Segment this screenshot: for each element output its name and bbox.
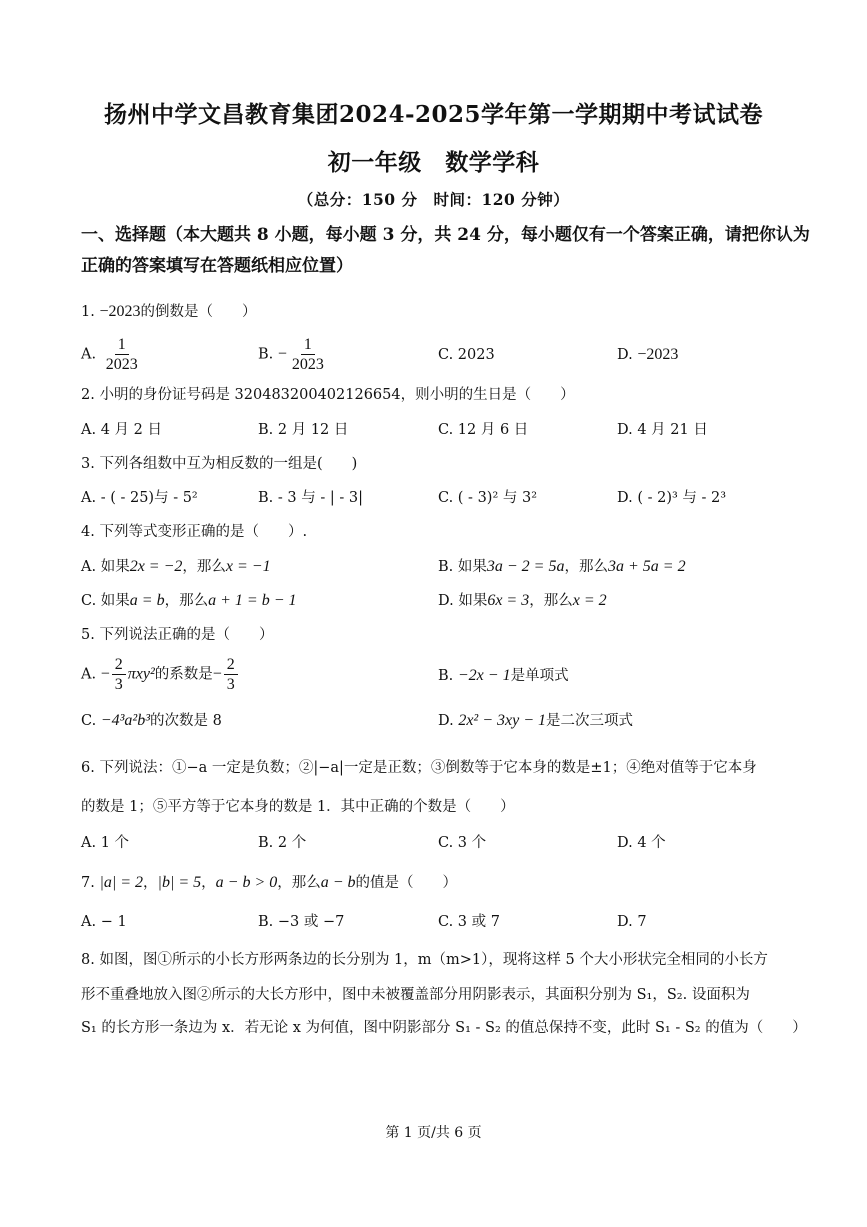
exam-title: 扬州中学文昌教育集团2024-2025学年第一学期期中考试试卷 <box>103 101 764 128</box>
option-d: D. 4 个 <box>617 835 666 851</box>
option-c: C. 2023 <box>438 347 495 363</box>
math-expression: x = 2 <box>572 592 607 609</box>
minus-sign: − <box>100 665 110 683</box>
question-8-line-1: 8. 如图，图①所示的小长方形两条边的长分别为 1，m（m>1），现将这样 5 个大小形状完全相同的小长方 <box>81 952 768 968</box>
option-c <box>81 591 296 611</box>
option-c: C. 3 或 7 <box>438 914 500 930</box>
option-text: 的次数是 8 <box>149 713 222 729</box>
option-label: A. <box>81 346 97 363</box>
option-d: D. ( - 2)³ 与 - 2³ <box>617 490 727 506</box>
exam-info: （总分：150 分 时间：120 分钟） <box>297 190 570 209</box>
option-label: B. <box>438 668 454 684</box>
math-expression: 2x = −2 <box>129 558 183 575</box>
option-a: A. 4 月 2 日 <box>81 422 162 438</box>
math-expression: −4³a²b³ <box>100 712 150 729</box>
question-8-line-2: 形不重叠地放入图②所示的大长方形中，图中未被覆盖部分用阴影表示，其面积分别为 S₁，S₂. 设面积为 <box>81 987 750 1003</box>
math-expression: 2x² − 3xy − 1 <box>458 712 547 729</box>
separator: ， <box>201 875 216 891</box>
option-text: ，那么 <box>564 559 608 575</box>
section-heading: 一、选择题（本大题共 8 小题，每小题 3 分，共 24 分，每小题仅有一个答案正确，请把你认为正确的答案填写在答题纸相应位置） <box>81 225 810 276</box>
option-text: D. 如果 <box>438 593 488 609</box>
question-1 <box>81 302 256 322</box>
math-expression: −2023 <box>637 346 679 363</box>
option-a <box>81 655 240 694</box>
math-expression: −2x − 1 <box>457 667 511 684</box>
option-a <box>81 557 271 577</box>
option-a: A. − 1 <box>81 914 127 930</box>
option-d <box>438 711 633 731</box>
option-d <box>617 345 678 365</box>
denominator: 2023 <box>291 356 324 373</box>
separator: ， <box>143 875 158 891</box>
math-expression: a = b <box>129 592 165 609</box>
math-expression: |b| = 5 <box>157 874 202 891</box>
question-3: 3. 下列各组数中互为相反数的一组是( ) <box>81 456 358 472</box>
question-6-line-2: 的数是 1；⑤平方等于它本身的数是 1．其中正确的个数是（ ） <box>81 799 515 815</box>
denominator: 3 <box>114 676 123 693</box>
question-4: 4. 下列等式变形正确的是（ ）. <box>81 524 308 540</box>
option-label: D. <box>438 713 454 729</box>
question-8-line-3: S₁ 的长方形一条边为 x．若无论 x 为何值，图中阴影部分 S₁ - S₂ 的值总保持不变，此时 S₁ - S₂ 的值为（ ） <box>81 1020 807 1036</box>
option-c: C. 3 个 <box>438 835 487 851</box>
math-expression: a + 1 = b − 1 <box>208 592 297 609</box>
numerator: 1 <box>301 335 315 355</box>
math-expression: −2023 <box>99 303 141 320</box>
option-text: ，那么 <box>164 593 209 609</box>
option-text: A. 如果 <box>81 559 130 575</box>
fraction <box>103 335 141 374</box>
math-expression: x = −1 <box>225 558 271 575</box>
option-a <box>81 335 143 374</box>
numerator: 2 <box>112 655 126 675</box>
denominator: 2023 <box>105 356 138 373</box>
option-d <box>438 591 607 611</box>
option-text: 是单项式 <box>510 668 569 684</box>
option-label: B. <box>258 346 274 363</box>
math-expression: a − b <box>320 874 356 891</box>
option-label: A. <box>81 666 97 683</box>
option-text: 的系数是 <box>154 666 213 683</box>
option-a: A. - ( - 25)与 - 5² <box>81 490 198 506</box>
option-c: C. ( - 3)² 与 3² <box>438 490 538 506</box>
math-expression: 3a + 5a = 2 <box>607 558 686 575</box>
math-expression: |a| = 2 <box>99 874 144 891</box>
question-text: ，那么 <box>277 875 321 891</box>
numerator: 1 <box>115 335 129 355</box>
option-b: B. −3 或 −7 <box>258 914 345 930</box>
option-d: D. 4 月 21 日 <box>617 422 708 438</box>
question-5: 5. 下列说法正确的是（ ） <box>81 627 274 643</box>
option-b: B. - 3 与 - | - 3| <box>258 490 363 506</box>
math-expression: 3a − 2 = 5a <box>486 558 565 575</box>
option-label: C. <box>81 713 97 729</box>
question-text: 的值是（ ） <box>355 875 458 891</box>
exam-subtitle: 初一年级 数学学科 <box>327 149 540 176</box>
option-text: C. 如果 <box>81 593 130 609</box>
option-c <box>81 711 222 731</box>
option-text: ，那么 <box>182 559 226 575</box>
option-label: D. <box>617 347 633 363</box>
minus-sign: − <box>277 345 287 363</box>
math-expression: 6x = 3 <box>487 592 530 609</box>
option-b <box>438 666 569 686</box>
option-text: B. 如果 <box>438 559 487 575</box>
question-6-line-1: 6. 下列说法：①−a 一定是负数；②|−a|一定是正数；③倒数等于它本身的数是±1；④绝对值等于它本身 <box>81 760 757 776</box>
page-footer: 第 1 页/共 6 页 <box>385 1125 482 1141</box>
question-2: 2. 小明的身份证号码是 320483200402126654，则小明的生日是（ ） <box>81 387 575 403</box>
denominator: 3 <box>226 676 235 693</box>
numerator: 2 <box>224 655 238 675</box>
option-b: B. 2 月 12 日 <box>258 422 349 438</box>
option-b <box>438 557 686 577</box>
question-number: 7. <box>81 875 95 891</box>
math-expression: πxy² <box>127 665 155 683</box>
fraction <box>112 655 126 694</box>
option-b: B. 2 个 <box>258 835 307 851</box>
option-text: 是二次三项式 <box>546 713 634 729</box>
option-d: D. 7 <box>617 914 647 930</box>
math-expression: a − b > 0 <box>215 874 278 891</box>
option-a: A. 1 个 <box>81 835 130 851</box>
minus-sign: − <box>212 665 222 683</box>
option-c: C. 12 月 6 日 <box>438 422 529 438</box>
question-7 <box>81 873 457 893</box>
option-b <box>258 335 329 374</box>
option-text: ，那么 <box>529 593 573 609</box>
question-text: 的倒数是（ ） <box>140 304 257 320</box>
fraction <box>224 655 238 694</box>
fraction <box>289 335 327 374</box>
question-number: 1. <box>81 304 95 320</box>
